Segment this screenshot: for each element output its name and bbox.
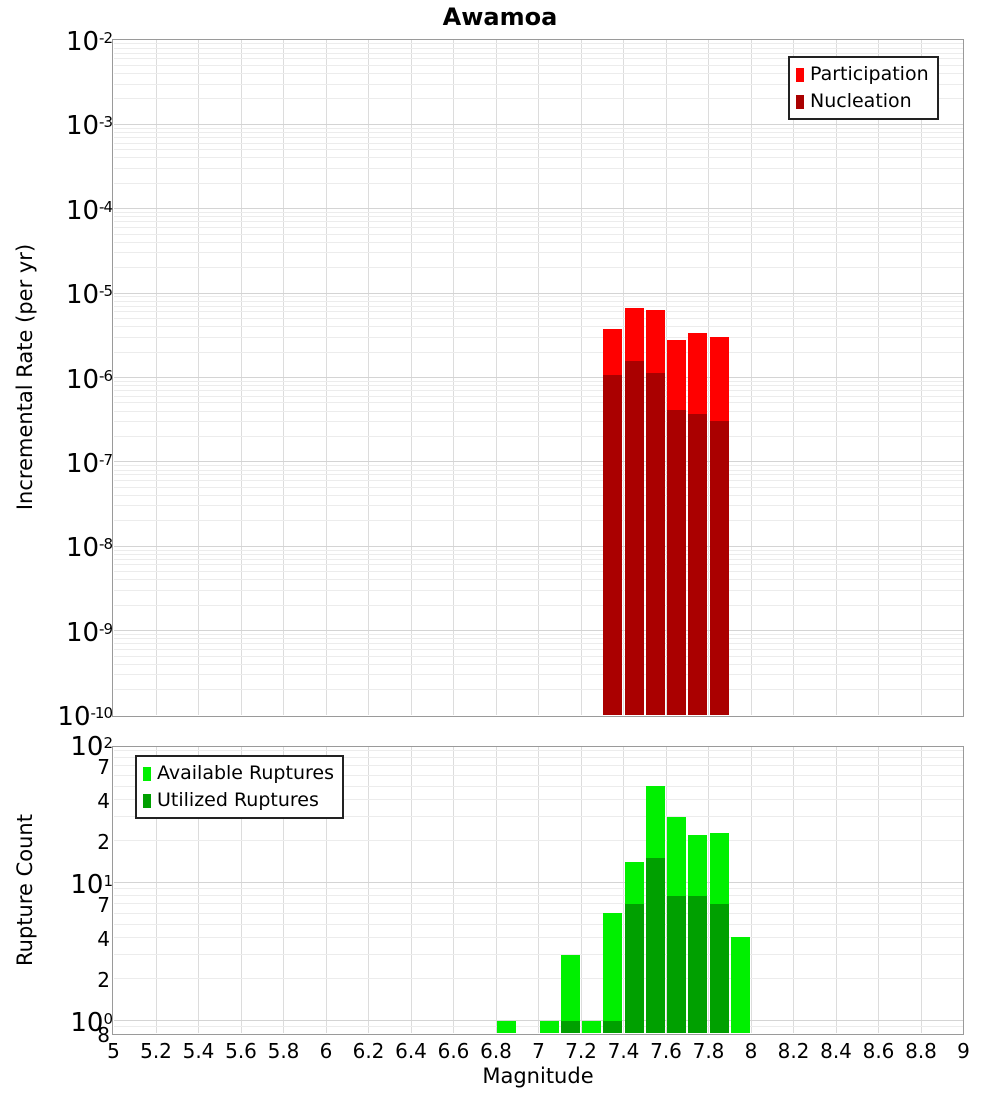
gridline-h-major: [114, 124, 964, 125]
gridline-h-minor: [114, 318, 964, 319]
x-tick-label: 7.2: [565, 1039, 597, 1063]
rate-y-tick-label: $10^{-7}$: [65, 448, 112, 479]
gridline-v: [411, 747, 412, 1033]
gridline-v: [836, 747, 837, 1033]
gridline-h-minor: [114, 495, 964, 496]
rate-y-tick-label: $10^{-6}$: [65, 364, 112, 395]
gridline-h-minor: [114, 656, 964, 657]
x-tick-label: 5: [107, 1039, 120, 1063]
available-ruptures-swatch-icon: [143, 767, 151, 781]
gridline-h-minor: [114, 840, 964, 841]
count-y-tick-label: $10^0$: [70, 1007, 112, 1038]
nucleation-swatch-icon: [796, 95, 804, 109]
chart-title: Awamoa: [442, 3, 558, 31]
gridline-h-minor: [114, 402, 964, 403]
gridline-h-major: [114, 882, 964, 883]
gridline-v: [878, 747, 879, 1033]
bar-utilized-ruptures: [646, 858, 665, 1033]
x-tick-label: 7.6: [650, 1039, 682, 1063]
count-y-tick-label: 7: [97, 893, 110, 918]
gridline-h-major: [114, 293, 964, 294]
x-tick-label: 5.8: [267, 1039, 300, 1063]
gridline-h-minor: [114, 913, 964, 914]
count-y-tick-label: $10^2$: [70, 731, 112, 762]
gridline-h-minor: [114, 571, 964, 572]
gridline-h-minor: [114, 43, 964, 44]
gridline-h-major: [114, 377, 964, 378]
x-tick-label: 8.2: [777, 1039, 810, 1063]
count-y-tick-label: 4: [97, 788, 110, 813]
bar-utilized-ruptures: [603, 1021, 622, 1034]
x-tick-label: 6: [319, 1039, 333, 1063]
bar-nucleation: [646, 373, 665, 715]
rate-legend: [788, 56, 939, 120]
x-tick-label: 6.6: [437, 1039, 470, 1063]
legend-item-utilized: [143, 787, 334, 814]
gridline-h-minor: [114, 337, 964, 338]
x-tick-label: 8: [744, 1039, 758, 1063]
x-tick-label: 9: [957, 1039, 970, 1063]
gridline-h-minor: [114, 520, 964, 521]
incremental-rate-axis-label: Incremental Rate (per yr): [13, 243, 37, 511]
x-tick-label: 6.2: [352, 1039, 385, 1063]
gridline-h-minor: [114, 634, 964, 635]
utilized-ruptures-swatch-icon: [143, 794, 151, 808]
count-y-tick-label: $10^1$: [70, 869, 112, 900]
gridline-h-minor: [114, 937, 964, 938]
gridline-h-minor: [114, 903, 964, 904]
gridline-h-minor: [114, 559, 964, 560]
x-tick-label: 7.4: [607, 1039, 640, 1063]
gridline-v: [793, 747, 794, 1033]
gridline-h-minor: [114, 978, 964, 979]
rate-y-tick-label: $10^{-4}$: [65, 195, 112, 226]
gridline-h-minor: [114, 888, 964, 889]
x-tick-label: 5.2: [140, 1039, 172, 1063]
gridline-h-minor: [114, 689, 964, 690]
bar-available-ruptures: [603, 913, 622, 1033]
gridline-h-major: [114, 208, 964, 209]
rate-y-tick-label: $10^{-2}$: [65, 27, 112, 57]
gridline-h-minor: [114, 954, 964, 955]
participation-swatch-icon: [796, 68, 804, 82]
gridline-h-minor: [114, 554, 964, 555]
bar-nucleation: [688, 414, 707, 715]
x-tick-label: 7: [532, 1039, 545, 1063]
rate-y-tick-label: $10^{-3}$: [65, 111, 112, 142]
legend-label-available: Available Ruptures: [157, 762, 334, 784]
x-tick-label: 5.4: [182, 1039, 215, 1063]
gridline-v: [921, 747, 922, 1033]
legend-label-nucleation: Nucleation: [810, 90, 912, 112]
count-y-tick-label: 4: [97, 926, 110, 951]
gridline-h-minor: [114, 590, 964, 591]
gridline-h-minor: [114, 605, 964, 606]
count-y-tick-label: 2: [97, 830, 110, 855]
gridline-h-major: [114, 546, 964, 547]
gridline-v: [496, 747, 497, 1033]
gridline-h-minor: [114, 436, 964, 437]
gridline-v: [538, 747, 539, 1033]
gridline-h-minor: [114, 638, 964, 639]
bar-utilized-ruptures: [688, 896, 707, 1033]
gridline-h-minor: [114, 381, 964, 382]
bar-nucleation: [710, 421, 729, 715]
bar-nucleation: [603, 375, 622, 715]
x-tick-label: 8.6: [862, 1039, 895, 1063]
gridline-h-minor: [114, 352, 964, 353]
bar-available-ruptures: [540, 1021, 559, 1034]
legend-item-participation: [796, 61, 929, 88]
gridline-h-minor: [114, 212, 964, 213]
gridline-v: [368, 747, 369, 1033]
gridline-h-minor: [114, 664, 964, 665]
gridline-h-minor: [114, 1026, 964, 1027]
gridline-h-minor: [114, 505, 964, 506]
gridline-h-minor: [114, 168, 964, 169]
gridline-h-minor: [114, 183, 964, 184]
rate-y-tick-label: $10^{-9}$: [65, 617, 112, 648]
bar-available-ruptures: [582, 1021, 601, 1034]
gridline-h-minor: [114, 421, 964, 422]
gridline-h-minor: [114, 385, 964, 386]
gridline-h-minor: [114, 579, 964, 580]
gridline-h-minor: [114, 143, 964, 144]
gridline-h-minor: [114, 326, 964, 327]
gridline-h-minor: [114, 643, 964, 644]
gridline-h-minor: [114, 474, 964, 475]
bar-nucleation: [625, 361, 644, 715]
bar-utilized-ruptures: [625, 904, 644, 1033]
gridline-h-minor: [114, 487, 964, 488]
gridline-h-minor: [114, 411, 964, 412]
rate-y-tick-label: $10^{-10}$: [57, 702, 112, 732]
gridline-h-minor: [114, 216, 964, 217]
count-y-tick-label: 7: [97, 755, 110, 780]
gridline-h-minor: [114, 465, 964, 466]
gridline-h-minor: [114, 53, 964, 54]
count-y-tick-label: 8: [97, 1023, 110, 1048]
gridline-h-minor: [114, 301, 964, 302]
gridline-h-minor: [114, 267, 964, 268]
bar-available-ruptures: [731, 937, 750, 1033]
gridline-h-minor: [114, 296, 964, 297]
gridline-h-minor: [114, 550, 964, 551]
gridline-h-minor: [114, 674, 964, 675]
gridline-v: [751, 747, 752, 1033]
gridline-h-minor: [114, 128, 964, 129]
gridline-h-minor: [114, 390, 964, 391]
x-axis-label: Magnitude: [482, 1064, 594, 1088]
legend-label-utilized: Utilized Ruptures: [157, 789, 319, 811]
gridline-h-minor: [114, 480, 964, 481]
gridline-h-minor: [114, 306, 964, 307]
count-y-tick-label: 2: [97, 968, 110, 993]
legend-item-available: [143, 760, 334, 787]
bar-utilized-ruptures: [710, 904, 729, 1033]
count-legend: [135, 755, 344, 819]
gridline-h-minor: [114, 227, 964, 228]
gridline-h-minor: [114, 242, 964, 243]
gridline-h-minor: [114, 649, 964, 650]
gridline-h-minor: [114, 895, 964, 896]
x-tick-label: 8.8: [905, 1039, 937, 1063]
gridline-h-minor: [114, 311, 964, 312]
rate-y-tick-label: $10^{-8}$: [65, 533, 112, 564]
gridline-h-minor: [114, 157, 964, 158]
gridline-h-minor: [114, 149, 964, 150]
gridline-h-minor: [114, 924, 964, 925]
gridline-h-minor: [114, 470, 964, 471]
gridline-h-minor: [114, 48, 964, 49]
gridline-h-minor: [114, 252, 964, 253]
gridline-h-major: [114, 461, 964, 462]
bar-utilized-ruptures: [561, 1021, 580, 1034]
gridline-v: [453, 747, 454, 1033]
gridline-h-minor: [114, 396, 964, 397]
legend-label-participation: Participation: [810, 63, 929, 85]
gridline-h-minor: [114, 221, 964, 222]
rupture-count-axis-label: Rupture Count: [13, 814, 37, 966]
gridline-h-minor: [114, 132, 964, 133]
gridline-h-minor: [114, 564, 964, 565]
gridline-h-minor: [114, 234, 964, 235]
bar-utilized-ruptures: [667, 896, 686, 1033]
bar-nucleation: [667, 410, 686, 715]
rate-y-tick-label: $10^{-5}$: [65, 280, 112, 311]
x-tick-label: 8.4: [820, 1039, 852, 1063]
x-tick-label: 6.8: [480, 1039, 512, 1063]
gridline-h-minor: [114, 750, 964, 751]
x-tick-label: 5.6: [225, 1039, 257, 1063]
x-tick-label: 7.8: [692, 1039, 725, 1063]
gridline-h-major: [114, 630, 964, 631]
bar-available-ruptures: [497, 1021, 516, 1034]
gridline-h-major: [114, 1020, 964, 1021]
x-tick-label: 6.4: [395, 1039, 427, 1063]
gridline-v: [581, 747, 582, 1033]
gridline-h-minor: [114, 137, 964, 138]
legend-item-nucleation: [796, 88, 929, 115]
